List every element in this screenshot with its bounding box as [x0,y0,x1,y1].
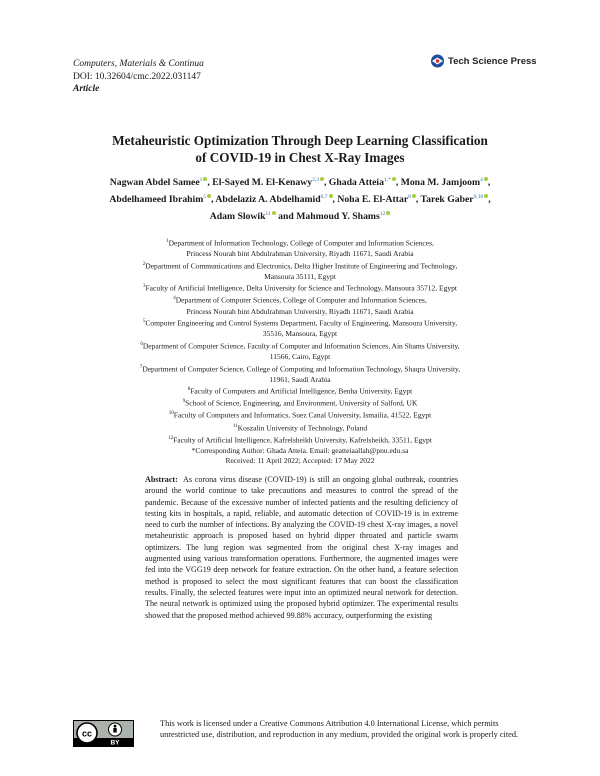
author-name: Nagwan Abdel Samee [109,177,200,189]
orcid-icon[interactable] [272,211,276,215]
publisher [430,54,537,68]
cc-badge-text: BY [110,739,120,746]
affiliation-number: 11 [232,423,238,429]
title-line: Metaheuristic Optimization Through Deep Learning Classification [112,133,488,148]
author-affil-ref: 1,* [383,177,391,183]
affiliation-number: 7 [139,364,143,370]
author-separator: , [207,177,213,189]
author-affil-ref: 1 [199,177,203,183]
affiliation [60,363,540,386]
affiliation-number: 9 [182,399,186,405]
journal-header [73,58,204,96]
affiliations [60,237,540,467]
publisher-name: Tech Science Press [448,55,537,67]
doi[interactable]: DOI: 10.32604/cmc.2022.031147 [73,71,201,82]
author-separator: , [487,177,491,189]
affiliation [60,294,540,317]
affiliation [60,434,540,446]
abstract-label: Abstract: [145,475,178,484]
author-name: Mona M. Jamjoom [400,177,481,189]
author-separator: , [332,194,338,206]
author-separator: , [488,194,491,206]
affiliation-number: 10 [168,411,174,417]
affiliation-line: Koszalin University of Technology, Poland [237,423,368,432]
affiliation-number: 1 [166,239,169,244]
author-name: Tarek Gaber [420,194,474,206]
author-name: Abdelhameed Ibrahim [109,194,204,206]
affiliation-line: Faculty of Computers and Informatics, Suez Canal University, Ismailia, 41522, Egypt [173,410,432,420]
affiliation [60,397,540,409]
author-affil-ref: 4 [480,177,483,183]
author-affil-ref: 2,3 [312,177,319,183]
affiliation-number: 12 [168,435,174,441]
received-dates: Received: 11 April 2022; Accepted: 17 May 2022 [225,456,375,466]
author-name: Noha E. El-Attar [337,194,409,206]
license-text: This work is licensed under a Creative Commons Attribution 4.0 International License, which permits unrestricted use, distribution, and reproduction in any medium, provided the original work is properly cited. [160,719,519,740]
affiliation [60,317,540,340]
author-separator: , [211,194,216,206]
author-name: Abdelaziz A. Abdelhamid [215,194,321,206]
author-affil-ref: 6,7 [320,194,328,201]
author-affil-ref: 5 [203,194,207,201]
title-line: of COVID-19 in Chest X-Ray Images [195,150,405,165]
affiliation-line: Department of Computer Science, Faculty of Computer and Information Sciences, Ain Shams University, [142,341,460,351]
cc-by-license-icon[interactable] [73,720,134,747]
affiliation [60,282,540,294]
affiliation-line: Department of Information Technology, College of Computer and Information Sciences, [168,238,434,248]
author-affil-ref: 8 [408,194,411,201]
affiliation-number: 6 [140,341,143,347]
affiliation-line: 11566, Cairo, Egypt [269,351,331,361]
affiliation-line: School of Science, Engineering, and Environment, University of Salford, UK [185,398,418,408]
author-and: and [278,211,294,223]
affiliation-number: 5 [142,319,146,325]
corresponding-author: *Corresponding Author: Ghada Atteia. Email: geatteiaallah@pnu.edu.sa [191,445,409,455]
author-line [60,173,540,190]
affiliation-number: 8 [187,387,191,393]
abstract-text: As corona virus disease (COVID-19) is still an ongoing global outbreak, countries around the world continue to take precautions and measures to control the spread of the pandemic. Because of the excessive number of infected patients and the resulting deficiency of testing kits in hospitals, a rapid, reliable, and automatic detection of COVID-19 is in extreme need to curb the number of infections. By analyzing the COVID-19 chest X-ray images, a novel metaheuristic approach is proposed based on hybrid dipper throated and particle swarm optimizers. The lung region was segmented from the original chest X-ray images and augmented using various transformation operations. Furthermore, the augmented images were fed into the VGG19 deep network for feature extraction. On the other hand, a feature selection method is proposed to select the most significant features that can boost the classification results. Finally, the selected features were input into an optimized neural network for detection. The neural network is optimized using the proposed hybrid optimizer. The experimental results showed that the proposed method achieved 99.88% accuracy, outperforming the existing [145,475,458,620]
author-name: Adam Slowik [209,211,266,223]
author-affil-ref: 9,10 [473,194,484,201]
author-name: El-Sayed M. El-Kenawy [212,177,313,189]
author-affil-ref: 12 [379,211,386,218]
affiliation-number: 2 [142,261,146,267]
author-separator: , [323,177,329,189]
affiliation-line: Princess Nourah bint Abdulrahman University, Riyadh 11671, Saudi Arabia [186,249,414,259]
affiliation [60,422,540,434]
svg-text:cc: cc [81,728,93,739]
author-name: Ghada Atteia [328,177,384,189]
author-separator: , [415,194,421,206]
tsp-logo-icon [430,54,445,68]
affiliation [60,385,540,397]
article-type: Article [73,84,100,94]
affiliation-line: 11961, Saudi Arabia [269,374,331,384]
author-affil-ref: 11 [265,211,271,218]
affiliation-line: Department of Communications and Electronics, Delta Higher Institute of Engineering and Technology, [145,261,458,271]
affiliation-line: Faculty of Artificial Intelligence, Kafrelsheikh University, Kafrelsheikh, 33511, Egypt [173,435,432,445]
affiliation [60,260,540,283]
affiliation-number: 4 [173,296,176,302]
affiliation-line: Department of Computer Sciences, College of Computer and Information Sciences, [175,295,427,305]
abstract [145,474,458,621]
author-line [60,207,540,224]
affiliation-line: Mansoura 35111, Egypt [264,271,336,281]
affiliation-line: Computer Engineering and Control Systems Department, Faculty of Engineering, Mansoura University, [145,318,458,328]
affiliation-number: 3 [143,284,146,290]
affiliation-line: Faculty of Computers and Artificial Intelligence, Benha University, Egypt [190,386,413,396]
author-name: Mahmoud Y. Shams [296,211,380,223]
affiliation [60,409,540,421]
author-separator: , [395,177,401,189]
affiliation-line: Faculty of Artificial Intelligence, Delta University for Science and Technology, Mansoura 35712, Egypt [145,283,457,293]
author-line [60,190,540,207]
affiliation-line: Department of Computer Science, College of Computing and Information Technology, Shaqra University, [142,364,461,374]
author-list [60,173,540,225]
affiliation [60,340,540,363]
affiliation [60,237,540,260]
orcid-icon[interactable] [386,211,390,215]
journal-name: Computers, Materials & Continua [73,59,204,69]
affiliation-line: Princess Nourah bint Abdulrahman University, Riyadh 11671, Saudi Arabia [186,306,414,316]
paper-title [60,132,540,166]
affiliation-line: 35516, Mansoura, Egypt [262,329,338,339]
